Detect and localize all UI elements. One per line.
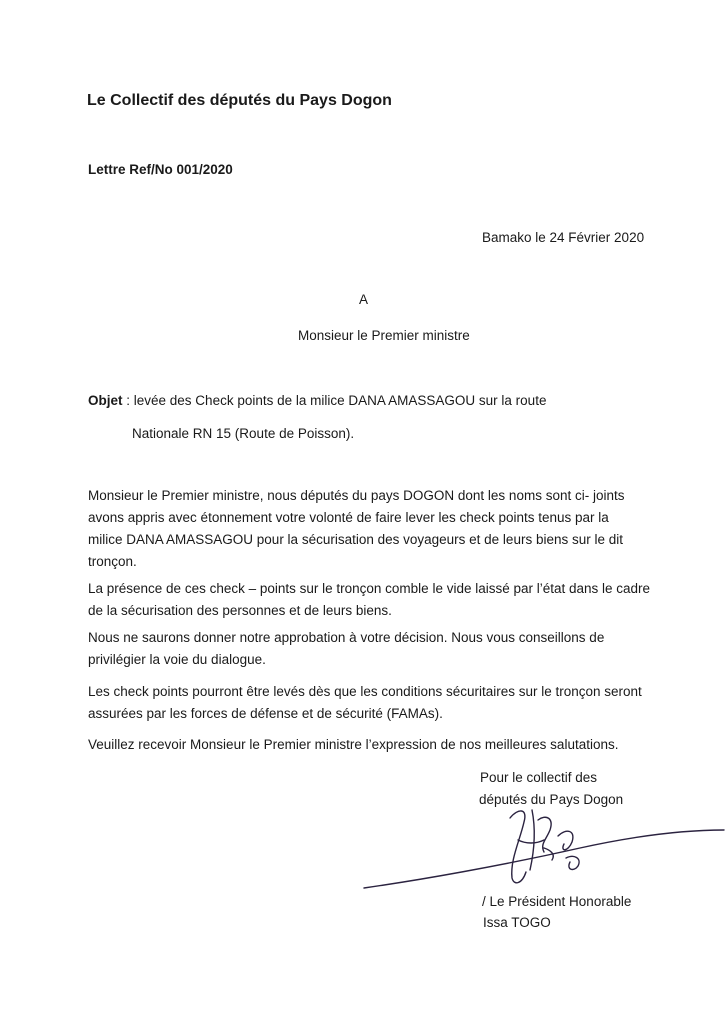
paragraph-line: Les check points pourront être levés dès que les conditions sécuritaires sur le tronçon seront <box>88 684 642 699</box>
paragraph-3 <box>88 627 648 671</box>
closing-line-1: Pour le collectif des <box>480 770 598 785</box>
paragraph-line: privilégier la voie du dialogue. <box>88 652 266 667</box>
paragraph-line: milice DANA AMASSAGOU pour la sécurisation des voyageurs et de leurs biens sur le dit <box>88 532 623 547</box>
signatory-title: / Le Président Honorable <box>482 894 632 909</box>
signatory-name: Issa TOGO <box>483 915 551 930</box>
place-date: Bamako le 24 Février 2020 <box>482 230 645 245</box>
paragraph-line: assurées par les forces de défense et de sécurité (FAMAs). <box>88 706 443 721</box>
paragraph-line: de la sécurisation des personnes et de leurs biens. <box>88 603 392 618</box>
letter-reference: Lettre Ref/No 001/2020 <box>88 162 233 177</box>
recipient-prefix: A <box>359 292 369 307</box>
paragraph-2 <box>88 578 651 622</box>
subject-continuation: Nationale RN 15 (Route de Poisson). <box>132 426 355 441</box>
paragraph-1 <box>88 485 648 573</box>
subject-line <box>88 390 546 411</box>
paragraph-line: tronçon. <box>88 554 137 569</box>
handwritten-signature-icon <box>360 800 726 900</box>
subject-label: Objet <box>88 393 123 408</box>
recipient: Monsieur le Premier ministre <box>298 328 470 343</box>
paragraph-line: avons appris avec étonnement votre volonté de faire lever les check points tenus par la <box>88 510 609 525</box>
paragraph-line: La présence de ces check – points sur le tronçon comble le vide laissé par l’état dans le cadre <box>88 581 651 596</box>
closing-line-2: députés du Pays Dogon <box>479 792 624 807</box>
paragraph-5 <box>88 734 648 756</box>
paragraph-line: Veuillez recevoir Monsieur le Premier ministre l’expression de nos meilleures salutations. <box>88 737 619 752</box>
paragraph-line: Nous ne saurons donner notre approbation à votre décision. Nous vous conseillons de <box>88 630 605 645</box>
subject-text: : levée des Check points de la milice DANA AMASSAGOU sur la route <box>122 393 547 408</box>
sender-heading: Le Collectif des députés du Pays Dogon <box>87 92 392 109</box>
paragraph-4 <box>88 681 648 725</box>
paragraph-line: Monsieur le Premier ministre, nous députés du pays DOGON dont les noms sont ci- joints <box>88 488 625 503</box>
